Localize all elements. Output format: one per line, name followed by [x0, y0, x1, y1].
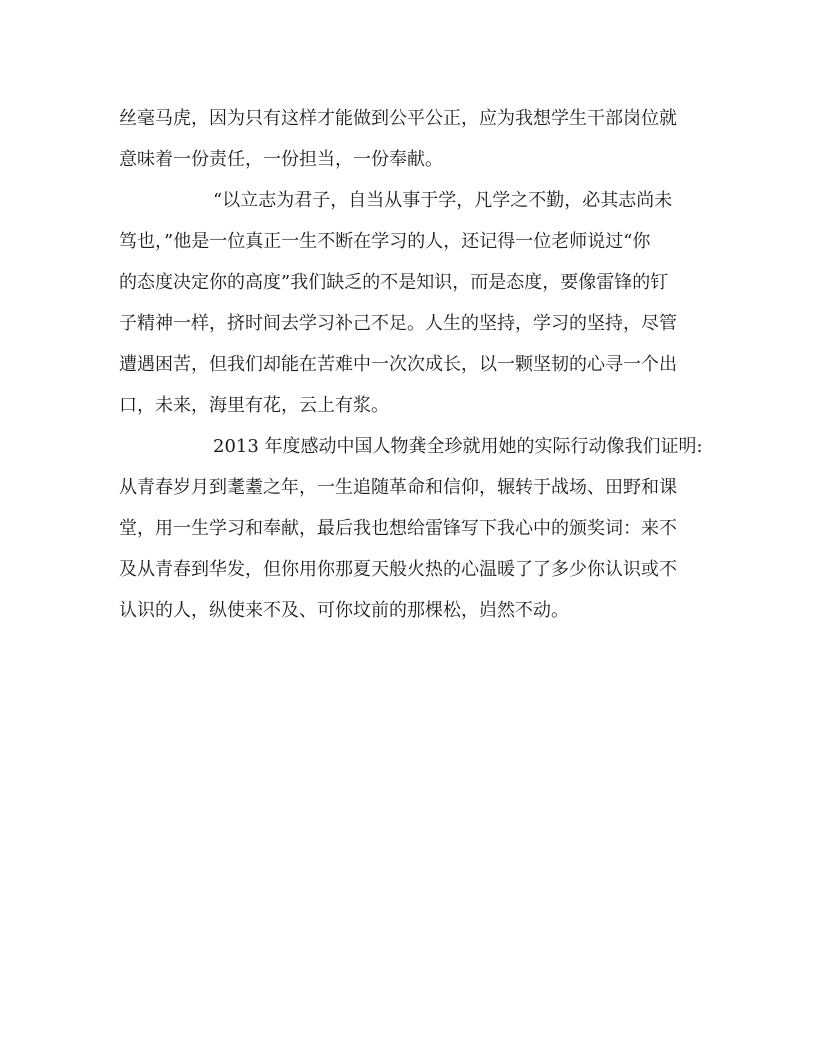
text-line: 堂，用一生学习和奉献，最后我也想给雷锋写下我心中的颁奖词：来不: [119, 518, 677, 539]
text-line: 遭遇困苦，但我们却能在苦难中一次次成长，以一颗坚韧的心寻一个出: [119, 354, 677, 375]
text-line: 的态度决定你的高度”我们缺乏的不是知识，而是态度，要像雷锋的钉: [119, 272, 669, 293]
text-line: 丝毫马虎，因为只有这样才能做到公平公正，应为我想学生干部岗位就: [119, 108, 677, 129]
text-line: 子精神一样，挤时间去学习补己不足。人生的坚持，学习的坚持，尽管: [119, 313, 677, 334]
text-line: 笃也，”他是一位真正一生不断在学习的人，还记得一位老师说过“你: [119, 231, 651, 252]
text-line: 意味着一份责任，一份担当，一份奉献。: [119, 149, 443, 170]
text-line: “以立志为君子，自当从事于学，凡学之不勤，必其志尚未: [213, 190, 673, 211]
text-line: 2013 年度感动中国人物龚全珍就用她的实际行动像我们证明:: [213, 436, 703, 457]
text-line: 认识的人，纵使来不及、可你坟前的那棵松，岿然不动。: [119, 600, 569, 621]
body-text: [119, 98, 711, 631]
text-line: 及从青春到华发，但你用你那夏天般火热的心温暖了了多少你认识或不: [119, 559, 677, 580]
text-line: 口，未来，海里有花，云上有浆。: [119, 395, 389, 416]
text-line: 从青春岁月到耄耋之年，一生追随革命和信仰，辗转于战场、田野和课: [119, 477, 677, 498]
